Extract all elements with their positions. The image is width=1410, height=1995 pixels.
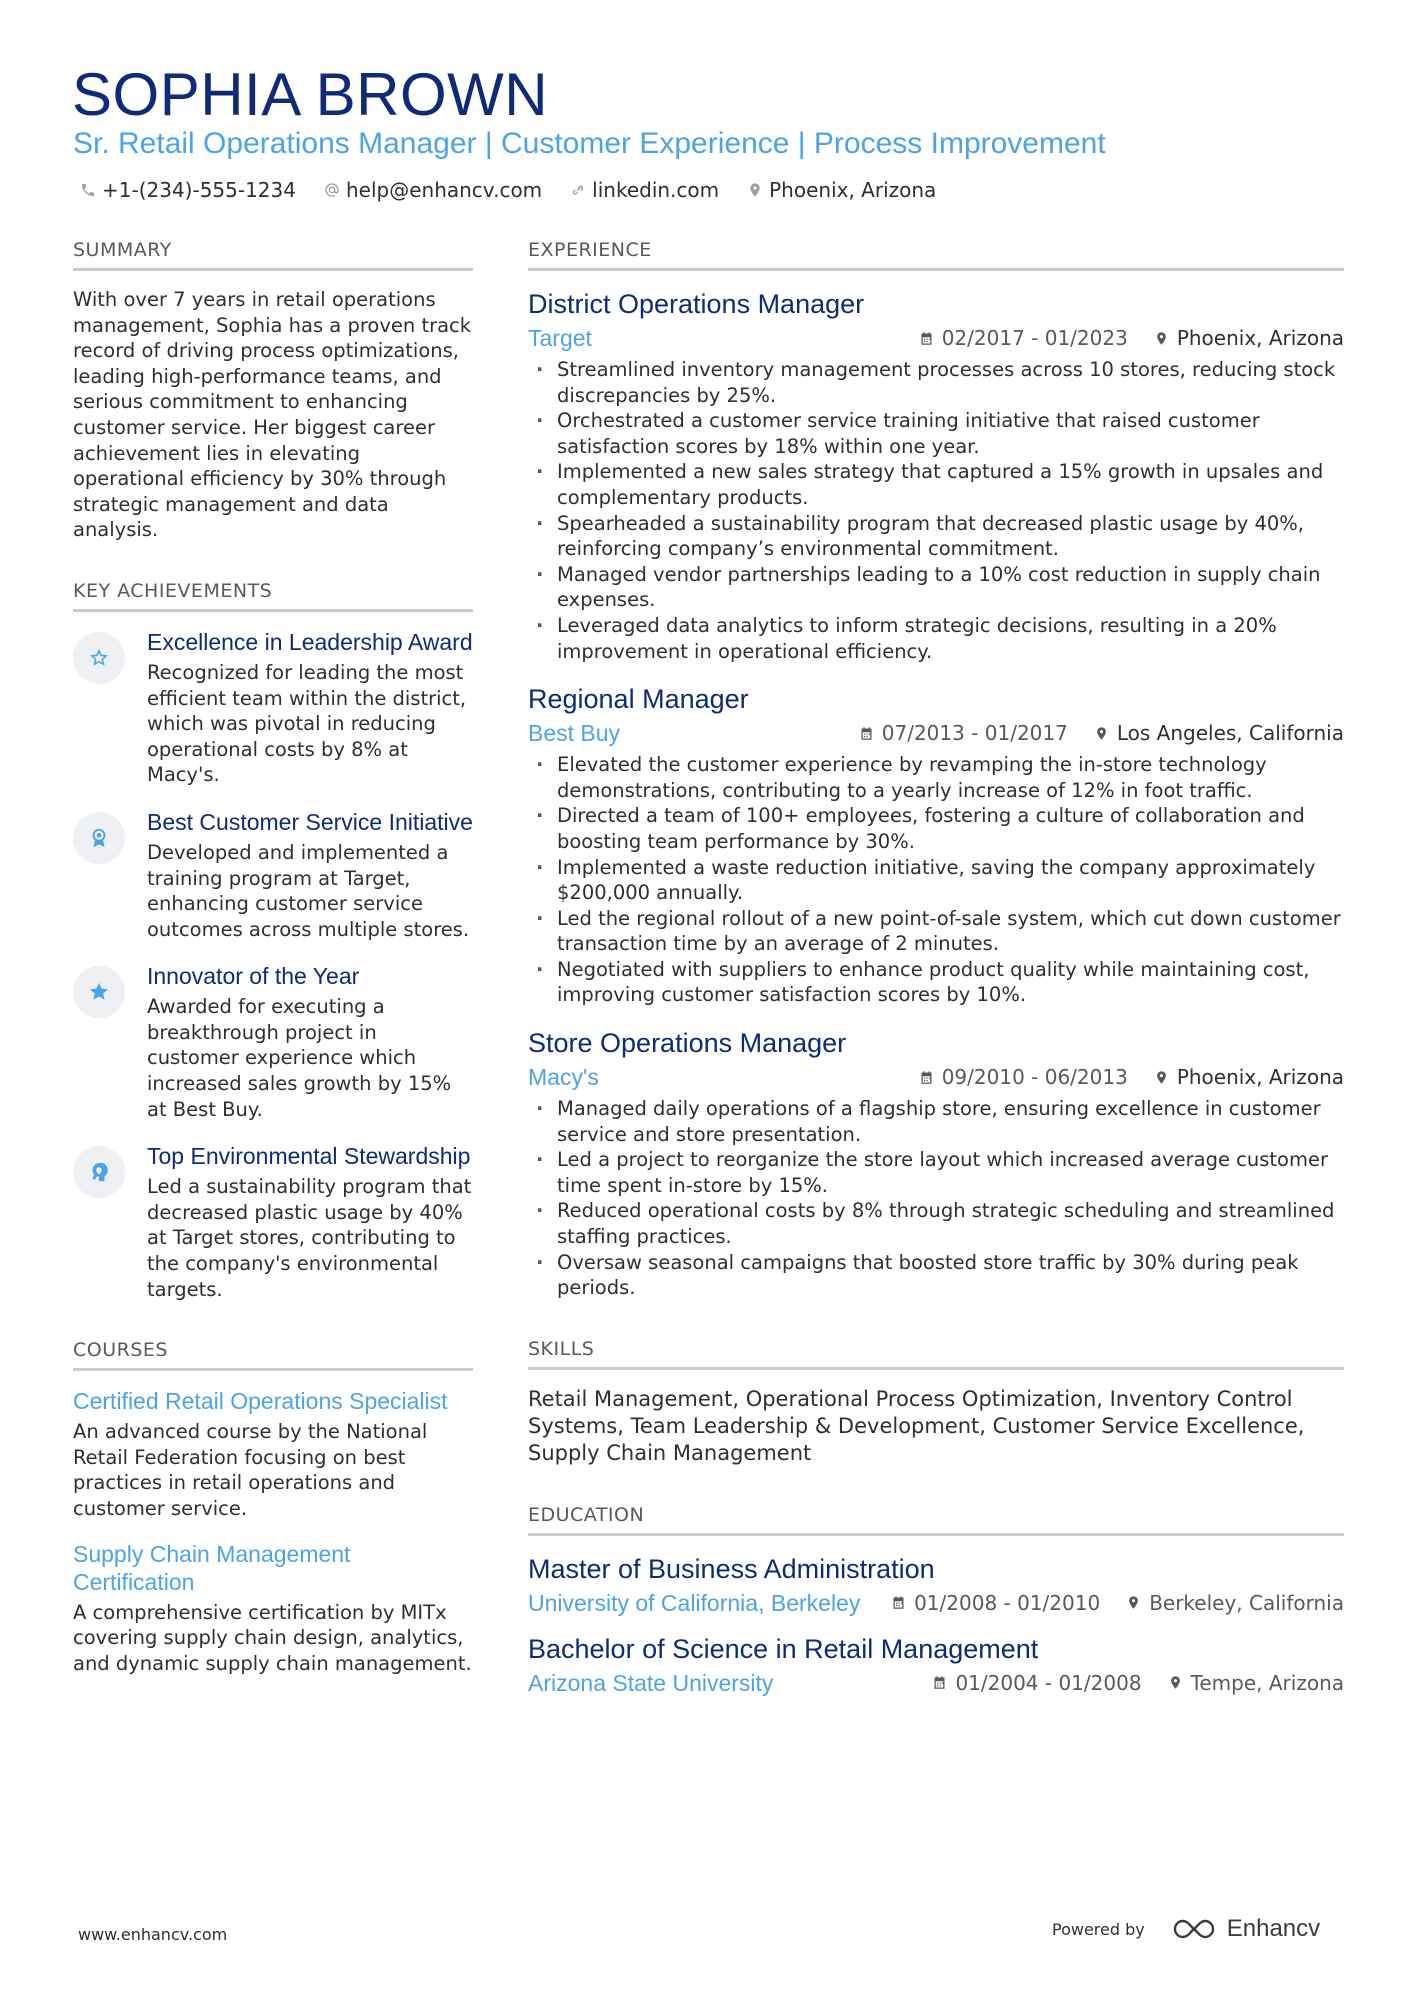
skills-section	[528, 1337, 1344, 1467]
location-text: Phoenix, Arizona	[769, 178, 937, 202]
achievement-desc: Awarded for executing a breakthrough project in customer experience which increased sales growth by 15% at Best Buy.	[147, 995, 452, 1121]
education-meta	[528, 1588, 1344, 1618]
job-meta-details	[859, 721, 1344, 745]
job-title: Regional Manager	[528, 684, 749, 715]
job-bullet: · Managed vendor partnerships leading to a 10% cost reduction in supply chain expenses.	[528, 562, 1344, 613]
course-title: Certified Retail Operations Specialist	[73, 1388, 448, 1415]
education-entry	[528, 1552, 1344, 1618]
linkedin-text[interactable]: linkedin.com	[592, 178, 720, 202]
job-entry	[528, 287, 1344, 664]
education-meta-details	[932, 1671, 1344, 1695]
achievement-item	[73, 628, 473, 788]
star-icon	[88, 981, 110, 1003]
job-bullet: · Directed a team of 100+ employees, fostering a culture of collaboration and boosting team performance by 30%.	[528, 803, 1344, 854]
course-title: Supply Chain Management Certification	[73, 1540, 351, 1595]
job-bullets	[528, 752, 1344, 1008]
job-bullet: · Elevated the customer experience by revamping the in-store technology demonstrations, contributing to a yearly increase of 12% in foot traffic.	[528, 752, 1344, 803]
powered-by-text: Powered by	[1052, 1919, 1145, 1939]
job-meta	[528, 323, 1344, 353]
job-bullet: · Orchestrated a customer service training initiative that raised customer satisfaction scores by 18% within one year.	[528, 408, 1344, 459]
footer-website[interactable]: www.enhancv.com	[78, 1925, 228, 1944]
phone-icon	[80, 182, 96, 198]
job-bullet: · Oversaw seasonal campaigns that boosted store traffic by 30% during peak periods.	[528, 1250, 1344, 1301]
experience-section	[528, 238, 1344, 1301]
degree-title: Master of Business Administration	[528, 1553, 935, 1584]
job-bullets	[528, 1096, 1344, 1301]
job-meta-details	[919, 326, 1344, 350]
brand-logo[interactable]	[1171, 1915, 1320, 1943]
job-bullet: · Streamlined inventory management processes across 10 stores, reducing stock discrepancies by 25%.	[528, 357, 1344, 408]
map-pin-icon	[1154, 331, 1169, 346]
achievement-icon-wrap	[73, 812, 125, 864]
job-location	[1154, 1065, 1344, 1089]
achievement-desc: Led a sustainability program that decreased plastic usage by 40% at Target stores, contributing to the company's environmental targets.	[147, 1175, 472, 1301]
candidate-headline: Sr. Retail Operations Manager | Customer Experience | Process Improvement	[73, 127, 1106, 160]
course-desc: An advanced course by the National Retail Federation focusing on best practices in retail operations and customer service.	[73, 1420, 428, 1520]
company-name: Macy's	[528, 1064, 599, 1091]
job-bullets	[528, 357, 1344, 664]
job-dates-text: 09/2010 - 06/2013	[941, 1065, 1128, 1090]
star-outline-icon	[88, 647, 110, 669]
job-title: Store Operations Manager	[528, 1028, 847, 1059]
job-meta	[528, 1062, 1344, 1092]
brand-name: Enhancv	[1226, 1915, 1321, 1942]
achievements-heading: KEY ACHIEVEMENTS	[73, 579, 473, 612]
skills-text: Retail Management, Operational Process Optimization, Inventory Control Systems, Team Leadership & Development, Customer Service Excellence, Supply Chain Management	[528, 1386, 1305, 1465]
job-location	[1094, 721, 1344, 745]
job-bullet: · Led a project to reorganize the store layout which increased average customer time spent in-store by 15%.	[528, 1147, 1344, 1198]
contact-bar	[80, 178, 936, 202]
job-location-text: Phoenix, Arizona	[1176, 1065, 1344, 1090]
education-dates	[891, 1591, 1100, 1615]
map-pin-icon	[1168, 1675, 1183, 1690]
education-section	[528, 1503, 1344, 1698]
job-location	[1154, 326, 1344, 350]
education-heading: EDUCATION	[528, 1503, 1344, 1536]
achievement-item	[73, 1142, 473, 1302]
at-icon	[324, 182, 340, 198]
contact-linkedin	[570, 178, 719, 202]
footer-branding	[1052, 1915, 1320, 1943]
contact-location	[747, 178, 936, 202]
job-dates	[859, 721, 1068, 745]
link-icon	[570, 182, 586, 198]
courses-heading: COURSES	[73, 1338, 473, 1371]
job-dates	[919, 1065, 1128, 1089]
education-location-text: Berkeley, California	[1149, 1590, 1344, 1615]
calendar-icon	[919, 331, 934, 346]
summary-section	[73, 238, 473, 543]
map-pin-icon	[1154, 1070, 1169, 1085]
head-idea-icon	[88, 1161, 110, 1183]
company-name: Best Buy	[528, 720, 621, 747]
education-entry	[528, 1632, 1344, 1698]
education-meta	[528, 1668, 1344, 1698]
achievement-icon-wrap	[73, 632, 125, 684]
achievement-icon-wrap	[73, 966, 125, 1018]
job-bullet: · Led the regional rollout of a new point-of-sale system, which cut down customer transaction time by an average of 2 minutes.	[528, 906, 1344, 957]
education-meta-details	[891, 1591, 1344, 1615]
map-pin-icon	[1126, 1595, 1141, 1610]
achievement-item	[73, 808, 473, 942]
achievement-title: Best Customer Service Initiative	[147, 808, 473, 835]
calendar-icon	[919, 1070, 934, 1085]
calendar-icon	[859, 726, 874, 741]
phone-text[interactable]: +1-(234)-555-1234	[102, 178, 296, 202]
job-location-text: Los Angeles, California	[1116, 721, 1344, 746]
school-name: University of California, Berkeley	[528, 1589, 861, 1616]
job-dates-text: 02/2017 - 01/2023	[941, 326, 1128, 350]
achievement-icon-wrap	[73, 1146, 125, 1198]
job-meta	[528, 718, 1344, 748]
education-dates-text: 01/2008 - 01/2010	[914, 1590, 1101, 1615]
education-location	[1126, 1591, 1344, 1615]
infinity-logo-icon	[1171, 1916, 1217, 1942]
contact-phone	[80, 178, 296, 202]
job-meta-details	[919, 1065, 1344, 1089]
courses-section	[73, 1338, 473, 1676]
degree-title: Bachelor of Science in Retail Management	[528, 1633, 1039, 1664]
job-bullet: · Reduced operational costs by 8% through strategic scheduling and streamlined staffing practices.	[528, 1198, 1344, 1249]
experience-heading: EXPERIENCE	[528, 238, 1344, 271]
company-name: Target	[528, 325, 592, 351]
job-bullet: · Leveraged data analytics to inform strategic decisions, resulting in a 20% improvement in operational efficiency.	[528, 613, 1344, 664]
achievement-desc: Developed and implemented a training program at Target, enhancing customer service outcomes across multiple stores.	[147, 840, 470, 941]
summary-heading: SUMMARY	[73, 238, 473, 271]
map-pin-icon	[1094, 726, 1109, 741]
award-ribbon-icon	[88, 827, 110, 849]
job-bullet: · Spearheaded a sustainability program that decreased plastic usage by 40%, reinforcing company’s environmental commitment.	[528, 511, 1344, 562]
job-entry	[528, 1026, 1344, 1301]
course-item	[73, 1540, 473, 1677]
candidate-name: SOPHIA BROWN	[72, 61, 549, 128]
achievements-section	[73, 579, 473, 1302]
contact-email	[324, 178, 542, 202]
job-bullet: · Implemented a new sales strategy that captured a 15% growth in upsales and complementary products.	[528, 459, 1344, 510]
right-column	[528, 238, 1344, 1712]
job-entry	[528, 682, 1344, 1008]
education-dates-text: 01/2004 - 01/2008	[955, 1670, 1142, 1695]
education-location	[1168, 1671, 1344, 1695]
achievement-title: Excellence in Leadership Award	[147, 628, 473, 655]
job-bullet: · Negotiated with suppliers to enhance product quality while maintaining cost, improving customer satisfaction scores by 10%.	[528, 957, 1344, 1008]
calendar-icon	[932, 1675, 947, 1690]
skills-heading: SKILLS	[528, 1337, 1344, 1370]
job-dates	[919, 326, 1128, 350]
summary-text: With over 7 years in retail operations management, Sophia has a proven track record of driving process optimizations, leading high-performance teams, and serious commitment to enhancing customer service. Her biggest career achievement lies in elevating operational efficiency by 30% through strategic management and data analysis.	[73, 288, 472, 542]
job-bullet: · Implemented a waste reduction initiative, saving the company approximately $200,000 annually.	[528, 855, 1344, 906]
achievement-item	[73, 962, 473, 1122]
calendar-icon	[891, 1595, 906, 1610]
achievement-title: Innovator of the Year	[147, 963, 360, 990]
course-item	[73, 1387, 473, 1521]
job-title: District Operations Manager	[528, 289, 865, 319]
email-text[interactable]: help@enhancv.com	[345, 178, 543, 202]
job-location-text: Phoenix, Arizona	[1176, 326, 1344, 350]
map-pin-icon	[747, 182, 763, 198]
left-column	[73, 238, 473, 1694]
achievement-desc: Recognized for leading the most efficient team within the district, which was pivotal in reducing operational costs by 8% at Macy's.	[147, 660, 467, 787]
school-name: Arizona State University	[528, 1669, 774, 1696]
education-dates	[932, 1671, 1141, 1695]
job-dates-text: 07/2013 - 01/2017	[881, 721, 1068, 746]
education-location-text: Tempe, Arizona	[1190, 1670, 1344, 1695]
achievement-title: Top Environmental Stewardship	[147, 1143, 471, 1170]
job-bullet: · Managed daily operations of a flagship store, ensuring excellence in customer service and store presentation.	[528, 1096, 1344, 1147]
course-desc: A comprehensive certification by MITx covering supply chain design, analytics, and dynamic supply chain management.	[73, 1600, 472, 1675]
